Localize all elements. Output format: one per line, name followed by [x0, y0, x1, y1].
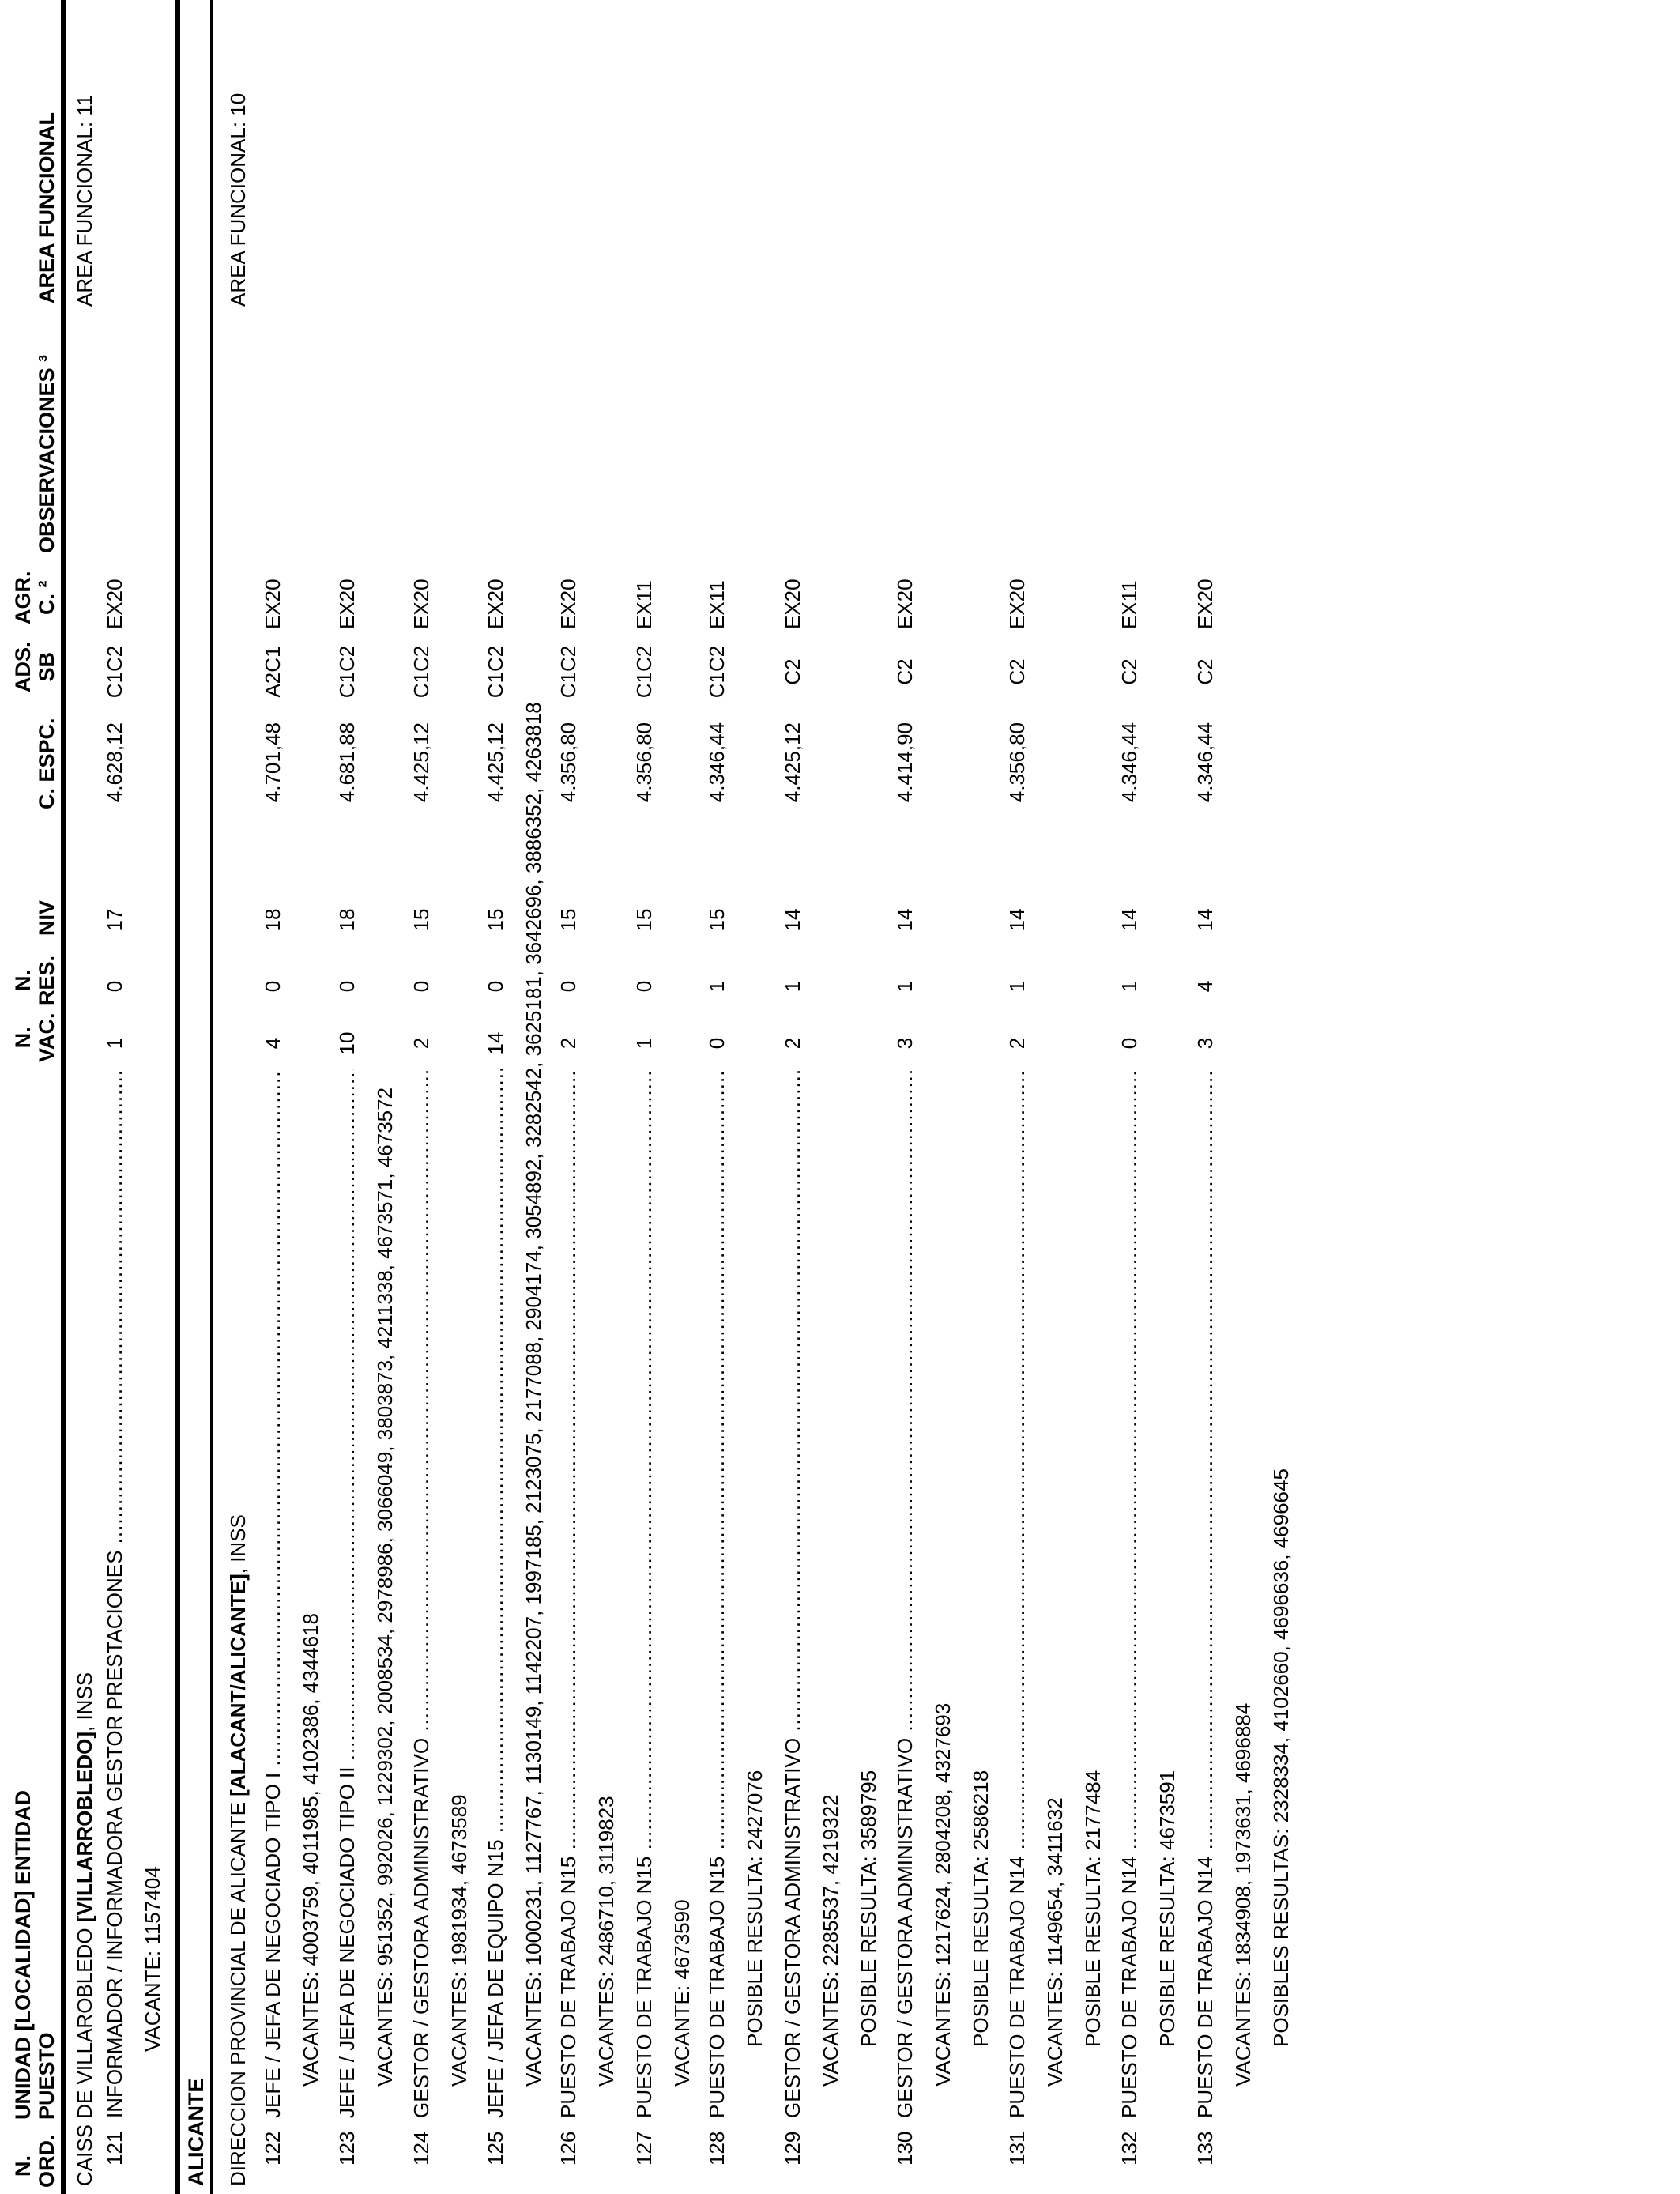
nivel-value: 15 [632, 908, 656, 932]
table-row [632, 0, 664, 2194]
puesto-cell [632, 1069, 656, 2118]
header-niv: NIV [35, 899, 58, 936]
vacantes-list: VACANTES: 1217624, 2804208, 4327693 [931, 1702, 955, 2087]
resultas-count: 0 [556, 980, 580, 993]
vacantes-count: 2 [781, 1037, 804, 1050]
header-vac [11, 1012, 58, 1062]
province-title: ALICANTE [184, 2078, 208, 2186]
nivel-value: 17 [103, 908, 126, 932]
vacantes-list: VACANTES: 2285537, 4219322 [819, 1794, 842, 2087]
header-agr-line2: C. ² [35, 580, 58, 615]
header-ads-line2: SB [35, 651, 58, 682]
order-number: 125 [484, 2131, 507, 2166]
vacantes-count: 3 [1193, 1037, 1217, 1050]
header-unidad-line2: PUESTO [35, 2032, 58, 2120]
resultas-count: 1 [1005, 980, 1029, 993]
resultas-count: 0 [484, 980, 507, 993]
order-number: 131 [1005, 2131, 1029, 2166]
puesto-cell [781, 1069, 804, 2118]
header-res-line2: RES. [35, 955, 58, 1005]
vacantes-count: 2 [556, 1037, 580, 1050]
posible-resulta-list: POSIBLE RESULTA: 2586218 [969, 1770, 993, 2047]
complemento-especifico: 4.628,12 [103, 722, 126, 803]
complemento-especifico: 4.425,12 [484, 722, 507, 803]
province-underline [210, 0, 213, 2194]
table-row [1005, 0, 1037, 2194]
resultas-count: 0 [632, 980, 656, 993]
vacantes-list: VACANTE: 4673590 [670, 1899, 694, 2087]
table-row [1193, 0, 1225, 2194]
header-res-line1: N. [11, 969, 35, 991]
vacantes-count: 14 [484, 1031, 507, 1055]
header-observaciones: OBSERVACIONES ³ [35, 354, 58, 553]
agrupacion-cuerpo: EX20 [893, 579, 917, 629]
nivel-value: 18 [335, 908, 359, 932]
resultas-count: 4 [1193, 980, 1217, 993]
vacantes-count: 3 [893, 1037, 917, 1050]
header-area: AREA FUNCIONAL [35, 112, 58, 303]
entity-alicante [226, 1514, 250, 2186]
puesto-cell [1117, 1069, 1141, 2118]
header-res [11, 956, 58, 1005]
order-number: 130 [893, 2131, 917, 2166]
vacantes-count: 4 [261, 1037, 284, 1050]
nivel-value: 14 [781, 908, 804, 932]
table-row [705, 0, 736, 2194]
agrupacion-cuerpo: EX11 [1117, 580, 1141, 629]
order-number: 129 [781, 2131, 804, 2166]
puesto-title: JEFE / JEFA DE NEGOCIADO TIPO II [335, 1766, 359, 2118]
complemento-especifico: 4.346,44 [1193, 722, 1217, 803]
resultas-count: 1 [781, 980, 804, 993]
puesto-cell [409, 1069, 433, 2118]
agrupacion-cuerpo: EX20 [556, 579, 580, 629]
header-unidad [11, 1790, 58, 2120]
nivel-value: 14 [893, 908, 917, 932]
vacantes-list: VACANTES: 1834908, 1973631, 4696884 [1231, 1702, 1255, 2087]
table-row [556, 0, 588, 2194]
puesto-cell [705, 1069, 729, 2118]
resultas-count: 1 [893, 980, 917, 993]
area-funcional: AREA FUNCIONAL: 11 [73, 94, 96, 307]
nivel-value: 15 [556, 908, 580, 932]
agrupacion-cuerpo: EX20 [781, 579, 804, 629]
adscripcion-subgrupo: C1C2 [484, 645, 507, 699]
table-row [335, 0, 367, 2194]
table-row [103, 0, 134, 2194]
vacantes-count: 1 [103, 1037, 126, 1050]
resultas-count: 1 [1117, 980, 1141, 993]
order-number: 122 [261, 2131, 284, 2166]
vacantes-list: VACANTES: 1981934, 4673589 [447, 1794, 471, 2087]
resultas-count: 0 [409, 980, 433, 993]
nivel-value: 14 [1193, 908, 1217, 932]
puesto-cell [484, 1069, 507, 2118]
header-unidad-line1: UNIDAD [LOCALIDAD] ENTIDAD [11, 1790, 35, 2120]
entity-agency: , INSS [226, 1514, 250, 1574]
agrupacion-cuerpo: EX11 [705, 580, 729, 629]
puesto-cell [103, 1069, 126, 2118]
puesto-cell [556, 1069, 580, 2118]
vacantes-list: VACANTES: 4003759, 4011985, 4102386, 4344618 [299, 1613, 322, 2087]
puesto-title: GESTOR / GESTORA ADMINISTRATIVO [409, 1737, 433, 2118]
order-number: 128 [705, 2131, 729, 2166]
order-number: 121 [103, 2131, 126, 2166]
vacantes-list: VACANTE: 1157404 [141, 1866, 164, 2052]
entity-name: DIRECCION PROVINCIAL DE ALICANTE [226, 1796, 250, 2186]
complemento-especifico: 4.681,88 [335, 722, 359, 803]
puesto-title: PUESTO DE TRABAJO N15 [556, 1856, 580, 2118]
entity-agency: , INSS [73, 1672, 96, 1732]
header-agr [11, 571, 58, 625]
adscripcion-subgrupo: C1C2 [103, 645, 126, 699]
adscripcion-subgrupo: A2C1 [261, 646, 284, 698]
complemento-especifico: 4.356,80 [1005, 722, 1029, 803]
table-row [484, 0, 515, 2194]
posible-resulta-list: POSIBLE RESULTA: 2427076 [743, 1770, 767, 2047]
posible-resulta-list: POSIBLE RESULTA: 3589795 [857, 1770, 880, 2047]
header-rule [61, 0, 66, 2194]
vacantes-count: 2 [1005, 1037, 1029, 1050]
puesto-title: INFORMADOR / INFORMADORA GESTOR PRESTACIONES [103, 1550, 126, 2118]
posible-resulta-list: POSIBLE RESULTA: 4673591 [1155, 1770, 1179, 2047]
agrupacion-cuerpo: EX20 [335, 579, 359, 629]
header-ord-line2: ORD. [35, 2134, 58, 2188]
resultas-count: 0 [103, 980, 126, 993]
adscripcion-subgrupo: C1C2 [705, 645, 729, 699]
agrupacion-cuerpo: EX20 [484, 579, 507, 629]
entity-locality: [ALACANT/ALICANTE] [226, 1574, 250, 1796]
table-row [1117, 0, 1149, 2194]
vacantes-list: VACANTES: 2486710, 3119823 [594, 1796, 618, 2087]
complemento-especifico: 4.414,90 [893, 722, 917, 803]
agrupacion-cuerpo: EX20 [261, 579, 284, 629]
nivel-value: 15 [484, 908, 507, 932]
complemento-especifico: 4.356,80 [632, 722, 656, 803]
header-cesp: C. ESPC. [35, 718, 58, 809]
agrupacion-cuerpo: EX20 [103, 579, 126, 629]
puesto-cell [335, 1069, 359, 2118]
resultas-count: 0 [261, 980, 284, 993]
order-number: 132 [1117, 2131, 1141, 2166]
adscripcion-subgrupo: C1C2 [556, 645, 580, 699]
nivel-value: 14 [1005, 908, 1029, 932]
header-agr-line1: AGR. [11, 571, 35, 624]
adscripcion-subgrupo: C2 [1117, 658, 1141, 685]
complemento-especifico: 4.346,44 [1117, 722, 1141, 803]
puesto-cell [1005, 1069, 1029, 2118]
puesto-title: GESTOR / GESTORA ADMINISTRATIVO [893, 1737, 917, 2118]
resultas-count: 1 [705, 980, 729, 993]
header-ads-line1: ADS. [11, 641, 35, 692]
entity-villarobledo [73, 1672, 96, 2186]
vacantes-list: VACANTES: 951352, 992026, 1229302, 2008534, 2978986, 3066049, 3803873, 4211338, 4673571, 4673572 [373, 1087, 397, 2087]
order-number: 133 [1193, 2131, 1217, 2166]
puesto-title: PUESTO DE TRABAJO N14 [1117, 1856, 1141, 2118]
header-vac-line2: VAC. [35, 1012, 58, 1062]
posible-resulta-list: POSIBLES RESULTAS: 2328334, 4102660, 4696636, 4696645 [1269, 1468, 1293, 2047]
order-number: 123 [335, 2131, 359, 2166]
table-row [409, 0, 441, 2194]
complemento-especifico: 4.425,12 [781, 722, 804, 803]
vacantes-count: 10 [335, 1031, 359, 1055]
agrupacion-cuerpo: EX20 [1193, 579, 1217, 629]
complemento-especifico: 4.356,80 [556, 722, 580, 803]
header-ord [11, 2135, 58, 2188]
table-row [781, 0, 812, 2194]
adscripcion-subgrupo: C2 [1005, 658, 1029, 685]
table-row [893, 0, 925, 2194]
nivel-value: 15 [705, 908, 729, 932]
complemento-especifico: 4.346,44 [705, 722, 729, 803]
entity-locality: [VILLARROBLEDO] [73, 1732, 96, 1923]
posible-resulta-list: POSIBLE RESULTA: 2177484 [1081, 1770, 1105, 2047]
resultas-count: 0 [335, 980, 359, 993]
puesto-title: PUESTO DE TRABAJO N14 [1005, 1856, 1029, 2118]
vacantes-list: VACANTES: 1000231, 1127767, 1130149, 1142207, 1997185, 2123075, 2177088, 2904174, 3054892, 3282542, 3625181, 3642696, 3886352, 4263818 [522, 702, 545, 2087]
area-funcional: AREA FUNCIONAL: 10 [226, 92, 250, 307]
nivel-value: 15 [409, 908, 433, 932]
vacantes-count: 1 [632, 1037, 656, 1050]
agrupacion-cuerpo: EX20 [409, 579, 433, 629]
adscripcion-subgrupo: C1C2 [409, 645, 433, 699]
header-ads [11, 641, 58, 692]
puesto-title: PUESTO DE TRABAJO N15 [705, 1856, 729, 2118]
agrupacion-cuerpo: EX20 [1005, 579, 1029, 629]
order-number: 126 [556, 2131, 580, 2166]
puesto-title: PUESTO DE TRABAJO N14 [1193, 1856, 1217, 2118]
adscripcion-subgrupo: C2 [1193, 658, 1217, 685]
order-number: 124 [409, 2131, 433, 2166]
province-rule [175, 0, 180, 2194]
vacantes-list: VACANTES: 1149654, 3411632 [1043, 1797, 1067, 2087]
agrupacion-cuerpo: EX11 [632, 580, 656, 629]
nivel-value: 18 [261, 908, 284, 932]
vacantes-count: 0 [705, 1037, 729, 1050]
puesto-cell [893, 1069, 917, 2118]
entity-name: CAISS DE VILLAROBLEDO [73, 1922, 96, 2186]
vacantes-count: 0 [1117, 1037, 1141, 1050]
puesto-title: GESTOR / GESTORA ADMINISTRATIVO [781, 1737, 804, 2118]
adscripcion-subgrupo: C1C2 [335, 645, 359, 699]
complemento-especifico: 4.425,12 [409, 722, 433, 803]
puesto-title: JEFE / JEFA DE NEGOCIADO TIPO I [261, 1772, 284, 2118]
puesto-cell [1193, 1069, 1217, 2118]
order-number: 127 [632, 2131, 656, 2166]
header-vac-line1: N. [11, 1027, 35, 1049]
nivel-value: 14 [1117, 908, 1141, 932]
table-row [261, 0, 292, 2194]
puesto-title: JEFE / JEFA DE EQUIPO N15 [484, 1839, 507, 2118]
adscripcion-subgrupo: C2 [781, 658, 804, 685]
puesto-cell [261, 1069, 284, 2118]
header-ord-line1: N. [11, 2155, 35, 2177]
adscripcion-subgrupo: C1C2 [632, 645, 656, 699]
adscripcion-subgrupo: C2 [893, 658, 917, 685]
puesto-title: PUESTO DE TRABAJO N15 [632, 1856, 656, 2118]
complemento-especifico: 4.701,48 [261, 722, 284, 803]
vacantes-count: 2 [409, 1037, 433, 1050]
